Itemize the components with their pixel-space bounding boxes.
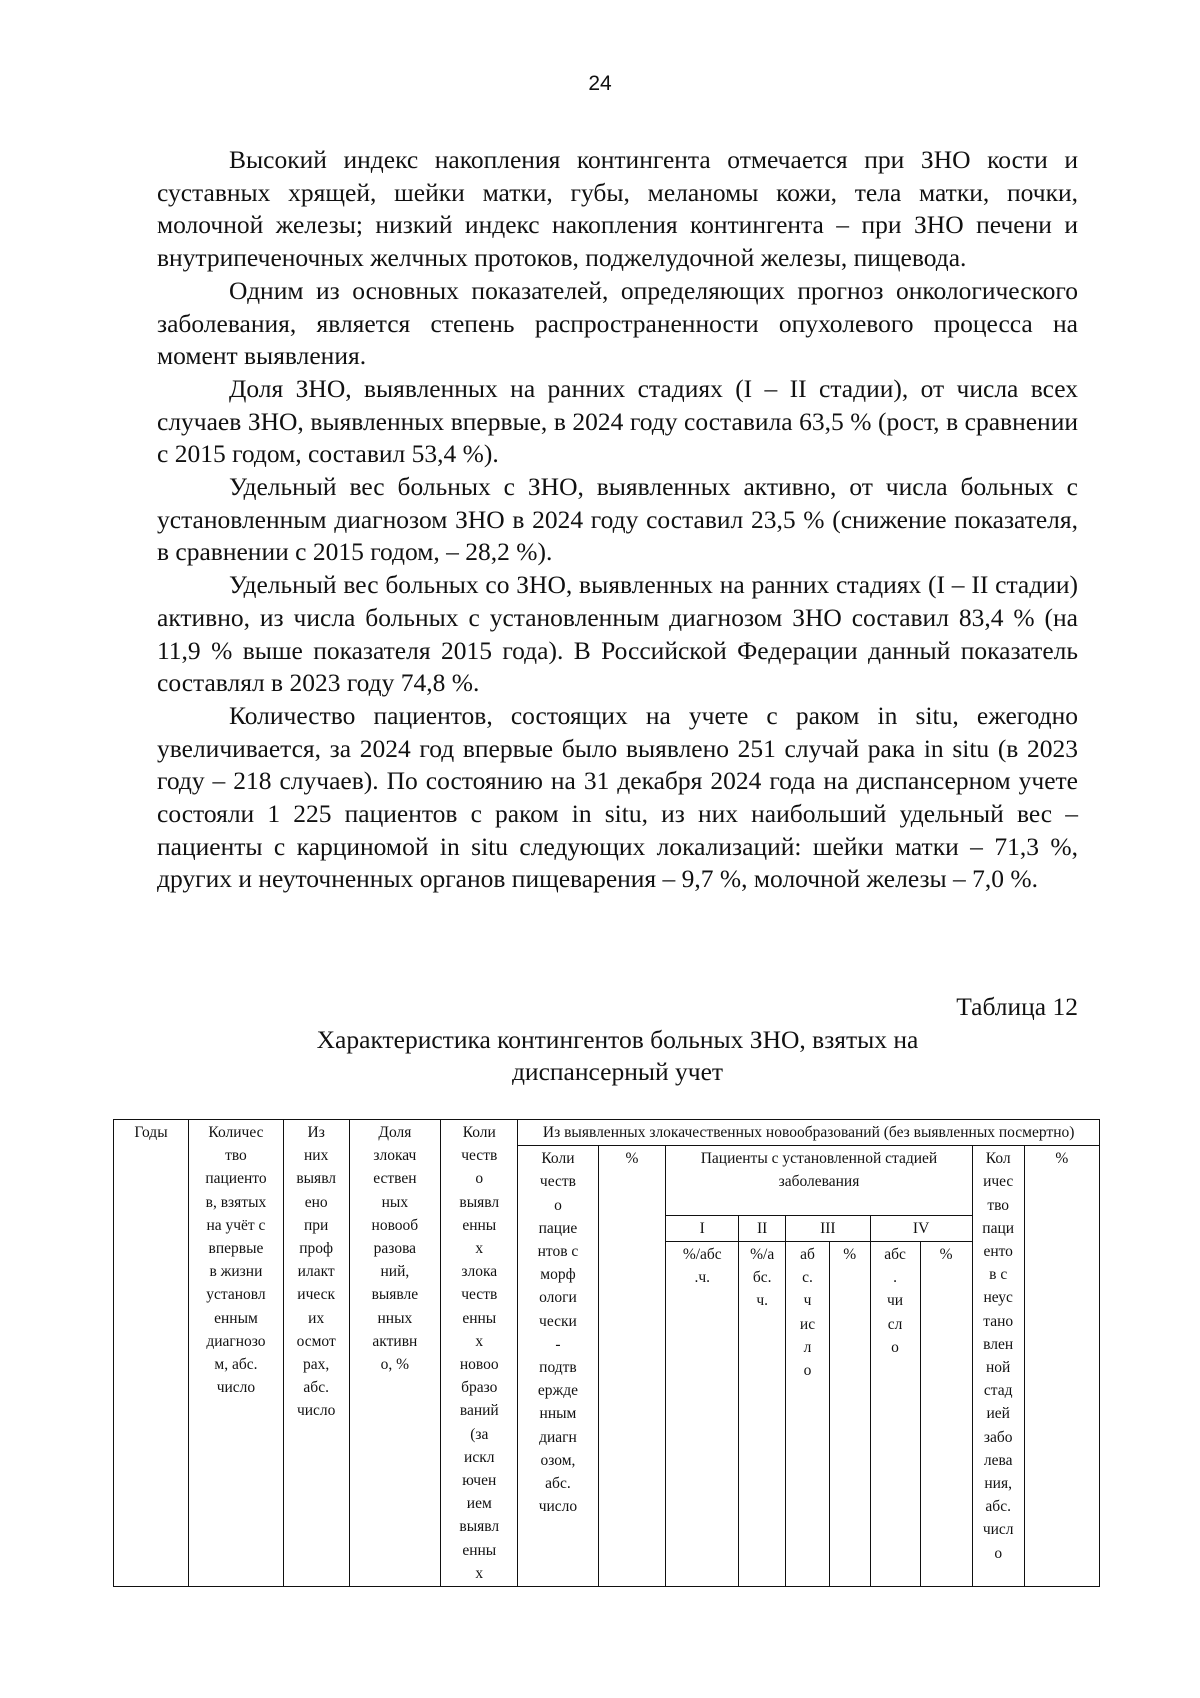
table-label: Таблица 12 bbox=[956, 992, 1078, 1021]
header-years: Годы bbox=[114, 1120, 189, 1587]
paragraph: Высокий индекс накопления контингента отмечается при ЗНО кости и суставных хрящей, шейки матки, губы, меланомы кожи, тела матки, почки, молочной железы; низкий индекс накопления контингента – при ЗНО печени и внутрипеченочных желчных протоков, поджелудочной железы, пищевода. bbox=[157, 145, 1078, 273]
header-count-detected: Коли честв о выявл енны х злока честв енны х новоо бразо ваний (за искл ючен ием выявл енны х bbox=[441, 1120, 518, 1587]
header-stage-2: II bbox=[739, 1215, 786, 1241]
table-title bbox=[157, 1024, 1078, 1088]
header-stage-4-pct: % bbox=[920, 1242, 972, 1587]
header-unstaged: Кол ичес тво паци енто в с неус тано влен ной стад ией забо лева ния, абс. числ о bbox=[972, 1146, 1024, 1587]
page-number: 24 bbox=[588, 72, 612, 95]
header-stage-1: I bbox=[666, 1215, 739, 1241]
paragraph: Удельный вес больных со ЗНО, выявленных на ранних стадиях (I – II стадии) активно, из числа больных с установленным диагнозом ЗНО составил 83,4 % (на 11,9 % выше показателя 2015 года). В Российской Федерации данный показатель составлял в 2023 году 74,8 %. bbox=[157, 570, 1078, 698]
header-stage-group: Пациенты с установленной стадией заболевания bbox=[666, 1146, 972, 1216]
header-stage-4-abs: абс . чи сл о bbox=[870, 1242, 920, 1587]
body-text bbox=[157, 144, 1078, 896]
header-stage-4: IV bbox=[870, 1215, 972, 1241]
paragraph: Удельный вес больных с ЗНО, выявленных активно, от числа больных с установленным диагнозом ЗНО в 2024 году составил 23,5 % (снижение показателя, в сравнении с 2015 годом, – 28,2 %). bbox=[157, 472, 1078, 567]
header-stage-3: III bbox=[786, 1215, 870, 1241]
header-unstaged-pct: % bbox=[1024, 1146, 1099, 1587]
header-stage-2-value: %/а бс. ч. bbox=[739, 1242, 786, 1587]
header-share-active: Доля злокач ествен ных новооб разова ний, выявле нных активн о, % bbox=[349, 1120, 441, 1587]
header-stage-1-value: %/абс .ч. bbox=[666, 1242, 739, 1587]
header-count-registered: Количес тво пациенто в, взятых на учёт с впервые в жизни установл енным диагнозо м, абс. число bbox=[189, 1120, 284, 1587]
table-title-line: Характеристика контингентов больных ЗНО, взятых на bbox=[316, 1025, 919, 1054]
header-morph: Коли честв о пацие нтов с морф ологи чески - подтв ержде нным диагн озом, абс. число bbox=[518, 1146, 598, 1587]
paragraph: Одним из основных показателей, определяющих прогноз онкологического заболевания, является степень распространенности опухолевого процесса на момент выявления. bbox=[157, 275, 1078, 371]
paragraph: Количество пациентов, состоящих на учете с раком in situ, ежегодно увеличивается, за 2024 год впервые было выявлено 251 случай рака in situ (в 2023 году – 218 случаев). По состоянию на 31 декабря 2024 года на диспансерном учете состояли 1 225 пациентов с раком in situ, из них наибольший удельный вес – пациенты с карциномой in situ следующих локализаций: шейки матки – 71,3 %, других и неуточненных органов пищеварения – 9,7 %, молочной железы – 7,0 %. bbox=[157, 700, 1078, 894]
contingent-table bbox=[113, 1119, 1100, 1587]
paragraph: Доля ЗНО, выявленных на ранних стадиях (I – II стадии), от числа всех случаев ЗНО, выявленных впервые, в 2024 году составила 63,5 % (рост, в сравнении с 2015 годом, составил 53,4 %). bbox=[157, 373, 1078, 469]
table-title-line: диспансерный учет bbox=[511, 1057, 724, 1086]
header-stage-3-abs: аб с. ч ис л о bbox=[786, 1242, 830, 1587]
header-detected-at-exams: Из них выявл ено при проф илакт ическ их осмот рах, абс. число bbox=[283, 1120, 349, 1587]
header-group: Из выявленных злокачественных новообразований (без выявленных посмертно) bbox=[518, 1120, 1100, 1146]
header-stage-3-pct: % bbox=[829, 1242, 870, 1587]
header-morph-pct: % bbox=[598, 1146, 666, 1587]
